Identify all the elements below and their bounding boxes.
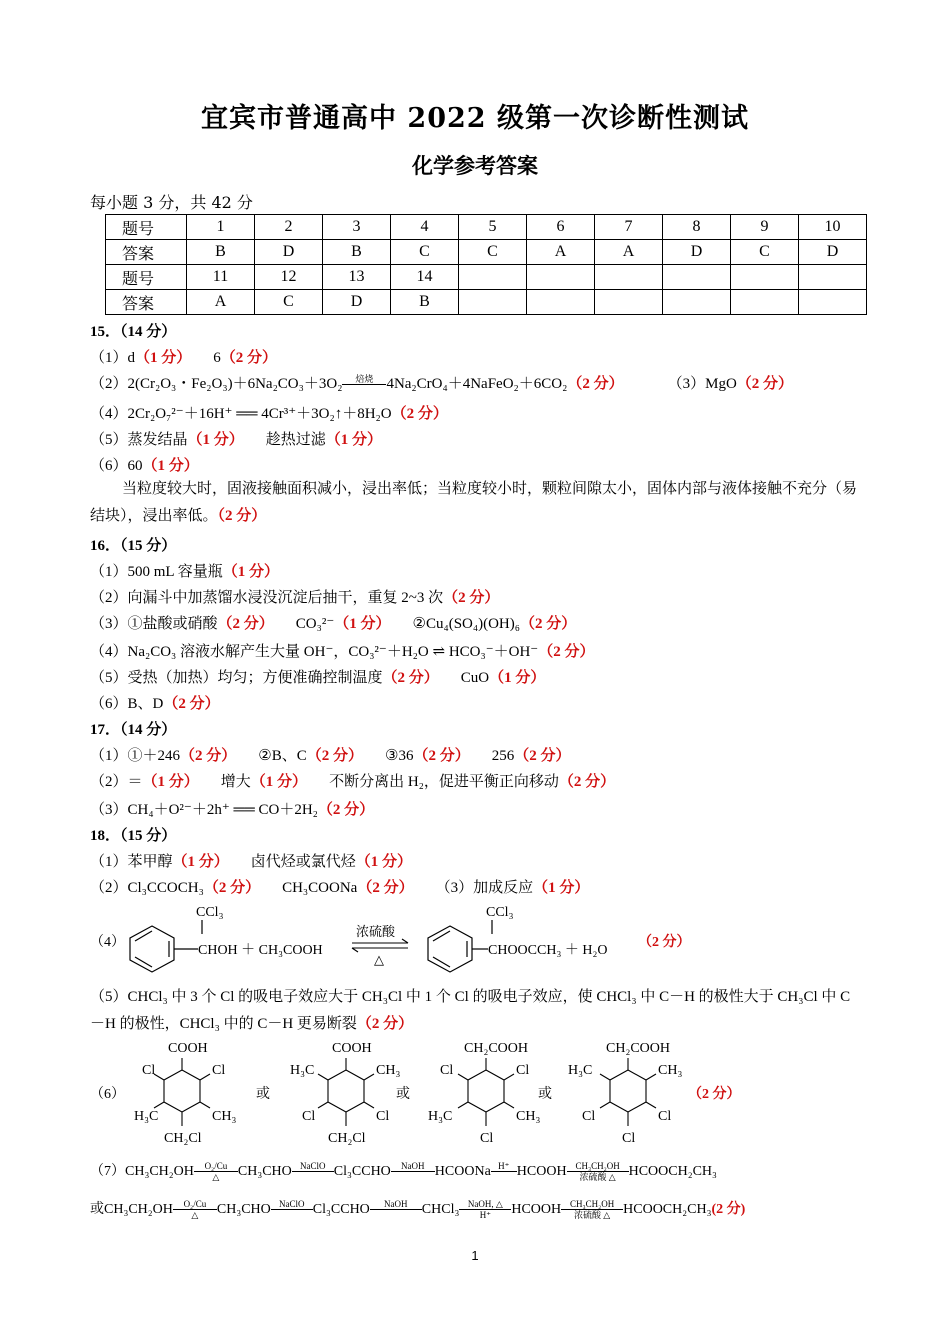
page-number: 1 [471, 1248, 479, 1263]
question-15-heading: 15．（14 分） [90, 324, 177, 340]
answer-text: ②Cu₄(SO₄)(OH)₆ [412, 616, 520, 632]
product-text: CHOOCCH₃ ＋ H₂O [488, 943, 608, 958]
ccl3-label: CCl₃ [486, 905, 514, 920]
table-cell [527, 265, 595, 290]
substituent-label: Cl [212, 1063, 226, 1078]
answer-text: （1）苯甲醇 [90, 854, 173, 870]
section-intro: 每小题 3 分，共 42 分 [90, 193, 253, 212]
reaction-condition: NaClO [279, 1199, 305, 1210]
table-cell: 4 [391, 215, 459, 240]
q17-line-2 [90, 770, 615, 791]
q17-line-1 [90, 744, 571, 765]
answer-text: HCOOH [511, 1202, 562, 1217]
score-label: （1 分） [355, 854, 413, 870]
table-cell: C [731, 240, 799, 265]
score-label: （1 分） [172, 854, 229, 870]
catalyst-label: 浓硫酸 [356, 924, 396, 939]
answer-text: （3）MgO [667, 376, 737, 392]
table-cell [527, 290, 595, 315]
table-cell: 14 [391, 265, 459, 290]
substituent-label: CH₃ [376, 1063, 401, 1078]
answer-text: 或CH₃CH₂OH [90, 1202, 173, 1217]
score-label: （1 分） [142, 458, 199, 474]
answer-text: （5）蒸发结晶 [90, 432, 188, 448]
table-cell: 8 [663, 215, 731, 240]
table-cell: C [459, 240, 527, 265]
answer-text: （2）2(Cr₂O₃・Fe₂O₃)＋6Na₂CO₃＋3O₂ [90, 376, 343, 392]
q18-line-5 [90, 984, 865, 1038]
table-row [106, 215, 867, 240]
score-label: （2 分） [567, 376, 624, 392]
substituent-label: Cl [302, 1109, 316, 1124]
substituent-label: Cl [440, 1063, 454, 1078]
score-label: （2 分） [357, 880, 414, 896]
reaction-arrow [342, 374, 386, 395]
substituent-label: H₃C [428, 1109, 453, 1124]
table-cell: 题号 [106, 265, 187, 290]
table-cell: C [255, 290, 323, 315]
substituent-label: CH₂Cl [328, 1131, 366, 1146]
table-cell: D [255, 240, 323, 265]
answer-text: （5）受热（加热）均匀；方便准确控制温度 [90, 670, 383, 686]
score-label: （1 分） [187, 432, 244, 448]
isomer-structure-1 [134, 1041, 236, 1146]
reaction-condition: CH₃CH₂OH [570, 1199, 615, 1210]
reaction-condition: O₂/Cu [183, 1199, 207, 1210]
answer-text: （2）Cl₃CCOCH₃ [90, 880, 204, 896]
table-cell [459, 290, 527, 315]
ccl3-label: CCl₃ [196, 905, 224, 920]
q17-line-3 [90, 798, 374, 819]
table-cell: D [323, 290, 391, 315]
substituent-label: H₃C [568, 1063, 593, 1078]
reaction-arrow [567, 1161, 629, 1182]
q16-line-2 [90, 586, 499, 607]
table-cell [663, 265, 731, 290]
answer-text: HCOOCH₂CH₃ [628, 1164, 717, 1179]
esterification-scheme [90, 900, 730, 980]
answer-text: （4）Na₂CO₃ 溶液水解产生大量 OH⁻，CO₃²⁻＋H₂O ⇌ HCO₃⁻＋OH⁻ [90, 644, 539, 660]
reaction-arrow [561, 1199, 623, 1220]
substituent-label: Cl [376, 1109, 390, 1124]
reaction-condition: △ [191, 1210, 199, 1221]
answer-text: Cl₃CCHO [312, 1202, 370, 1217]
reaction-condition: NaClO [300, 1161, 326, 1172]
substituent-label: H₃C [290, 1063, 315, 1078]
q18-line-2 [90, 876, 589, 897]
answer-text: （7）CH₃CH₂OH [90, 1164, 194, 1179]
table-cell: 2 [255, 215, 323, 240]
table-cell: 12 [255, 265, 323, 290]
answer-text: 当粒度较大时，固液接触面积减小，浸出率低；当粒度较小时，颗粒间隙太小，固体内部与液体接触不充分（易结块），浸出率低。 [90, 481, 858, 524]
answer-text: CuO [460, 670, 490, 686]
answer-text: 256 [491, 748, 515, 764]
table-cell: D [799, 240, 867, 265]
substituent-label: Cl [142, 1063, 156, 1078]
or-label: 或 [538, 1087, 552, 1102]
q16-line-5 [90, 666, 545, 687]
score-label: （2 分） [217, 508, 267, 524]
table-cell [595, 290, 663, 315]
answer-text: HCOONa [434, 1164, 491, 1179]
q18-line-7 [90, 1160, 717, 1182]
table-cell: B [187, 240, 255, 265]
reaction-condition: NaOH, △ [467, 1199, 503, 1210]
score-label: （2 分） [538, 644, 595, 660]
score-label: （1 分） [142, 774, 199, 790]
substituent-label: CH₂Cl [164, 1131, 202, 1146]
table-cell [799, 265, 867, 290]
table-cell [663, 290, 731, 315]
score-label: （2 分） [163, 696, 220, 712]
table-cell [595, 265, 663, 290]
substituent-label: Cl [622, 1131, 636, 1146]
table-row [106, 240, 867, 265]
table-cell: 6 [527, 215, 595, 240]
reaction-condition: △ [212, 1172, 220, 1183]
q15-line-6 [90, 454, 199, 475]
score-label: （2 分） [356, 1016, 414, 1032]
table-cell: 13 [323, 265, 391, 290]
answer-text: （6）B、D [90, 696, 164, 712]
q18-line-1 [90, 850, 412, 871]
answer-text: （1）①＋246 [90, 748, 181, 764]
question-16-heading: 16．（15 分） [90, 538, 177, 554]
document-subtitle: 化学参考答案 [412, 153, 538, 178]
table-cell: 1 [187, 215, 255, 240]
answer-table [105, 214, 867, 315]
question-17-heading: 17．（14 分） [90, 722, 177, 738]
reaction-arrow [173, 1199, 217, 1220]
answer-text: （1）d [90, 350, 136, 366]
table-cell: B [323, 240, 391, 265]
score-label: （2 分） [736, 376, 794, 392]
score-label: （2 分） [520, 616, 577, 632]
answer-text: （3）①盐酸或硝酸 [90, 616, 218, 632]
score-label: （2 分） [443, 590, 500, 606]
answer-text: （6）60 [90, 458, 143, 474]
table-cell: 题号 [106, 215, 187, 240]
document-title: 宜宾市普通高中 2022 级第一次诊断性测试 [201, 103, 749, 134]
reaction-condition: H⁺ [498, 1161, 510, 1172]
answer-text: CH₃CHO [237, 1164, 292, 1179]
reaction-arrow [391, 1161, 435, 1182]
score-label: （2 分） [382, 670, 439, 686]
sub-question-label: （6） [90, 1087, 125, 1102]
substituent-label: CH₃ [658, 1063, 683, 1078]
answer-text: ②B、C [258, 748, 307, 764]
question-18-heading: 18．（15 分） [90, 828, 177, 844]
score-label: （1 分） [489, 670, 546, 686]
q16-line-6 [90, 692, 220, 713]
reaction-arrow [370, 1199, 422, 1220]
score-label: （1 分） [325, 432, 383, 448]
answer-text: 卤代烃或氯代烃 [250, 854, 356, 870]
substituent-label: Cl [658, 1109, 672, 1124]
substituent-label: CH₃ [516, 1109, 541, 1124]
reaction-condition: NaOH [384, 1199, 408, 1210]
answer-text: 6 [213, 350, 221, 366]
table-row [106, 265, 867, 290]
score-label: （2 分） [180, 748, 237, 764]
benzene-ring-icon [428, 920, 492, 972]
table-cell: 11 [187, 265, 255, 290]
score-label: (2 分) [711, 1202, 746, 1217]
score-label: （2 分） [688, 1087, 741, 1102]
reaction-condition: 焙烧 [355, 374, 374, 385]
q15-line-1 [90, 346, 277, 367]
isomer-structure-2 [290, 1041, 400, 1146]
answer-text: CH₃CHO [216, 1202, 271, 1217]
answer-text: CHCl₃ [421, 1202, 460, 1217]
table-cell: B [391, 290, 459, 315]
substituent-label: COOH [332, 1041, 372, 1056]
table-cell [731, 290, 799, 315]
answer-text: 趁热过滤 [265, 432, 326, 448]
score-label: （2 分） [514, 748, 571, 764]
score-label: （1 分） [222, 564, 280, 580]
table-cell: A [187, 290, 255, 315]
isomer-structure-3 [428, 1041, 540, 1146]
score-label: （2 分） [413, 748, 470, 764]
substituent-label: Cl [582, 1109, 596, 1124]
q15-line-4 [90, 402, 448, 423]
reaction-arrow [194, 1161, 238, 1182]
isomer-structure-4 [568, 1041, 682, 1146]
isomer-structures [90, 1036, 850, 1148]
answer-text: （2）向漏斗中加蒸馏水浸没沉淀后抽干，重复 2~3 次 [90, 590, 444, 606]
table-cell: 5 [459, 215, 527, 240]
reaction-condition: 浓硫酸 △ [579, 1172, 616, 1183]
q18-line-8 [90, 1198, 745, 1220]
answer-text: 增大 [220, 774, 251, 790]
table-cell [731, 265, 799, 290]
substituent-label: H₃C [134, 1109, 159, 1124]
score-label: （2 分） [317, 802, 375, 818]
reaction-condition: H⁺ [479, 1210, 491, 1221]
q16-line-3 [90, 612, 576, 633]
table-cell [459, 265, 527, 290]
answer-text: （2）＝ [90, 774, 143, 790]
reaction-condition: NaOH [401, 1161, 425, 1172]
benzene-ring-icon [130, 920, 202, 972]
score-label: （2 分） [220, 350, 278, 366]
equilibrium-arrow-icon [352, 939, 408, 952]
score-label: （2 分） [306, 748, 364, 764]
q16-line-1 [90, 560, 279, 581]
table-cell: C [391, 240, 459, 265]
substituent-label: Cl [480, 1131, 494, 1146]
answer-text: （1）500 mL 容量瓶 [90, 564, 223, 580]
table-cell: 9 [731, 215, 799, 240]
table-cell: 3 [323, 215, 391, 240]
table-cell: 7 [595, 215, 663, 240]
table-cell: 答案 [106, 240, 187, 265]
reactant-text: CHOH ＋ CH₃COOH [198, 943, 323, 958]
answer-text: （4）2Cr₂O₇²⁻＋16H⁺ ══ 4Cr³⁺＋3O₂↑＋8H₂O [90, 406, 392, 422]
q15-explanation [90, 476, 865, 530]
table-cell: 答案 [106, 290, 187, 315]
score-label: （1 分） [250, 774, 308, 790]
table-cell: D [663, 240, 731, 265]
reaction-arrow [491, 1161, 517, 1182]
answer-text: ③36 [385, 748, 414, 764]
answer-text: 不断分离出 H₂，促进平衡正向移动 [329, 774, 559, 790]
reaction-arrow [292, 1161, 334, 1182]
sub-question-label: （4） [90, 935, 125, 950]
reaction-arrow [271, 1199, 313, 1220]
reaction-condition: 浓硫酸 △ [574, 1210, 611, 1221]
answer-text: Cl₃CCHO [333, 1164, 391, 1179]
score-label: （1 分） [334, 616, 391, 632]
score-label: （2 分） [217, 616, 274, 632]
score-label: （2 分） [203, 880, 261, 896]
score-label: （2 分） [558, 774, 616, 790]
or-label: 或 [256, 1087, 270, 1102]
score-label: （1 分） [135, 350, 192, 366]
q16-line-4 [90, 640, 594, 661]
table-cell: A [527, 240, 595, 265]
reaction-condition: CH₃CH₂OH [575, 1161, 620, 1172]
answer-text: （5）CHCl₃ 中 3 个 Cl 的吸电子效应大于 CH₃Cl 中 1 个 Cl 的吸电子效应，使 CHCl₃ 中 C－H 的极性大于 CH₃Cl 中 C－H 的极性，CHCl₃ 中的 C－H 更易断裂 [90, 989, 851, 1032]
answer-text: CO₃²⁻ [295, 616, 335, 632]
substituent-label: CH₂COOH [464, 1041, 528, 1056]
table-cell: A [595, 240, 663, 265]
answer-text: HCOOCH₂CH₃ [623, 1202, 712, 1217]
answer-text: （3）加成反应 [435, 880, 534, 896]
table-row [106, 290, 867, 315]
heat-symbol: △ [374, 952, 384, 967]
q15-line-2 [90, 372, 793, 395]
substituent-label: Cl [516, 1063, 530, 1078]
q15-line-5 [90, 428, 382, 449]
substituent-label: CH₃ [212, 1109, 237, 1124]
reaction-arrow [459, 1199, 511, 1220]
answer-text: 4Na₂CrO₄＋4NaFeO₂＋6CO₂ [386, 376, 568, 392]
table-cell [799, 290, 867, 315]
score-label: （2 分） [638, 935, 691, 950]
table-cell: 10 [799, 215, 867, 240]
answer-text: （3）CH₄＋O²⁻＋2h⁺ ══ CO＋2H₂ [90, 802, 318, 818]
answer-text: CH₃COONa [282, 880, 358, 896]
or-label: 或 [396, 1087, 410, 1102]
score-label: （2 分） [391, 406, 448, 422]
substituent-label: COOH [168, 1041, 208, 1056]
reaction-condition: O₂/Cu [204, 1161, 228, 1172]
substituent-label: CH₂COOH [606, 1041, 670, 1056]
score-label: （1 分） [533, 880, 590, 896]
answer-text: HCOOH [516, 1164, 567, 1179]
